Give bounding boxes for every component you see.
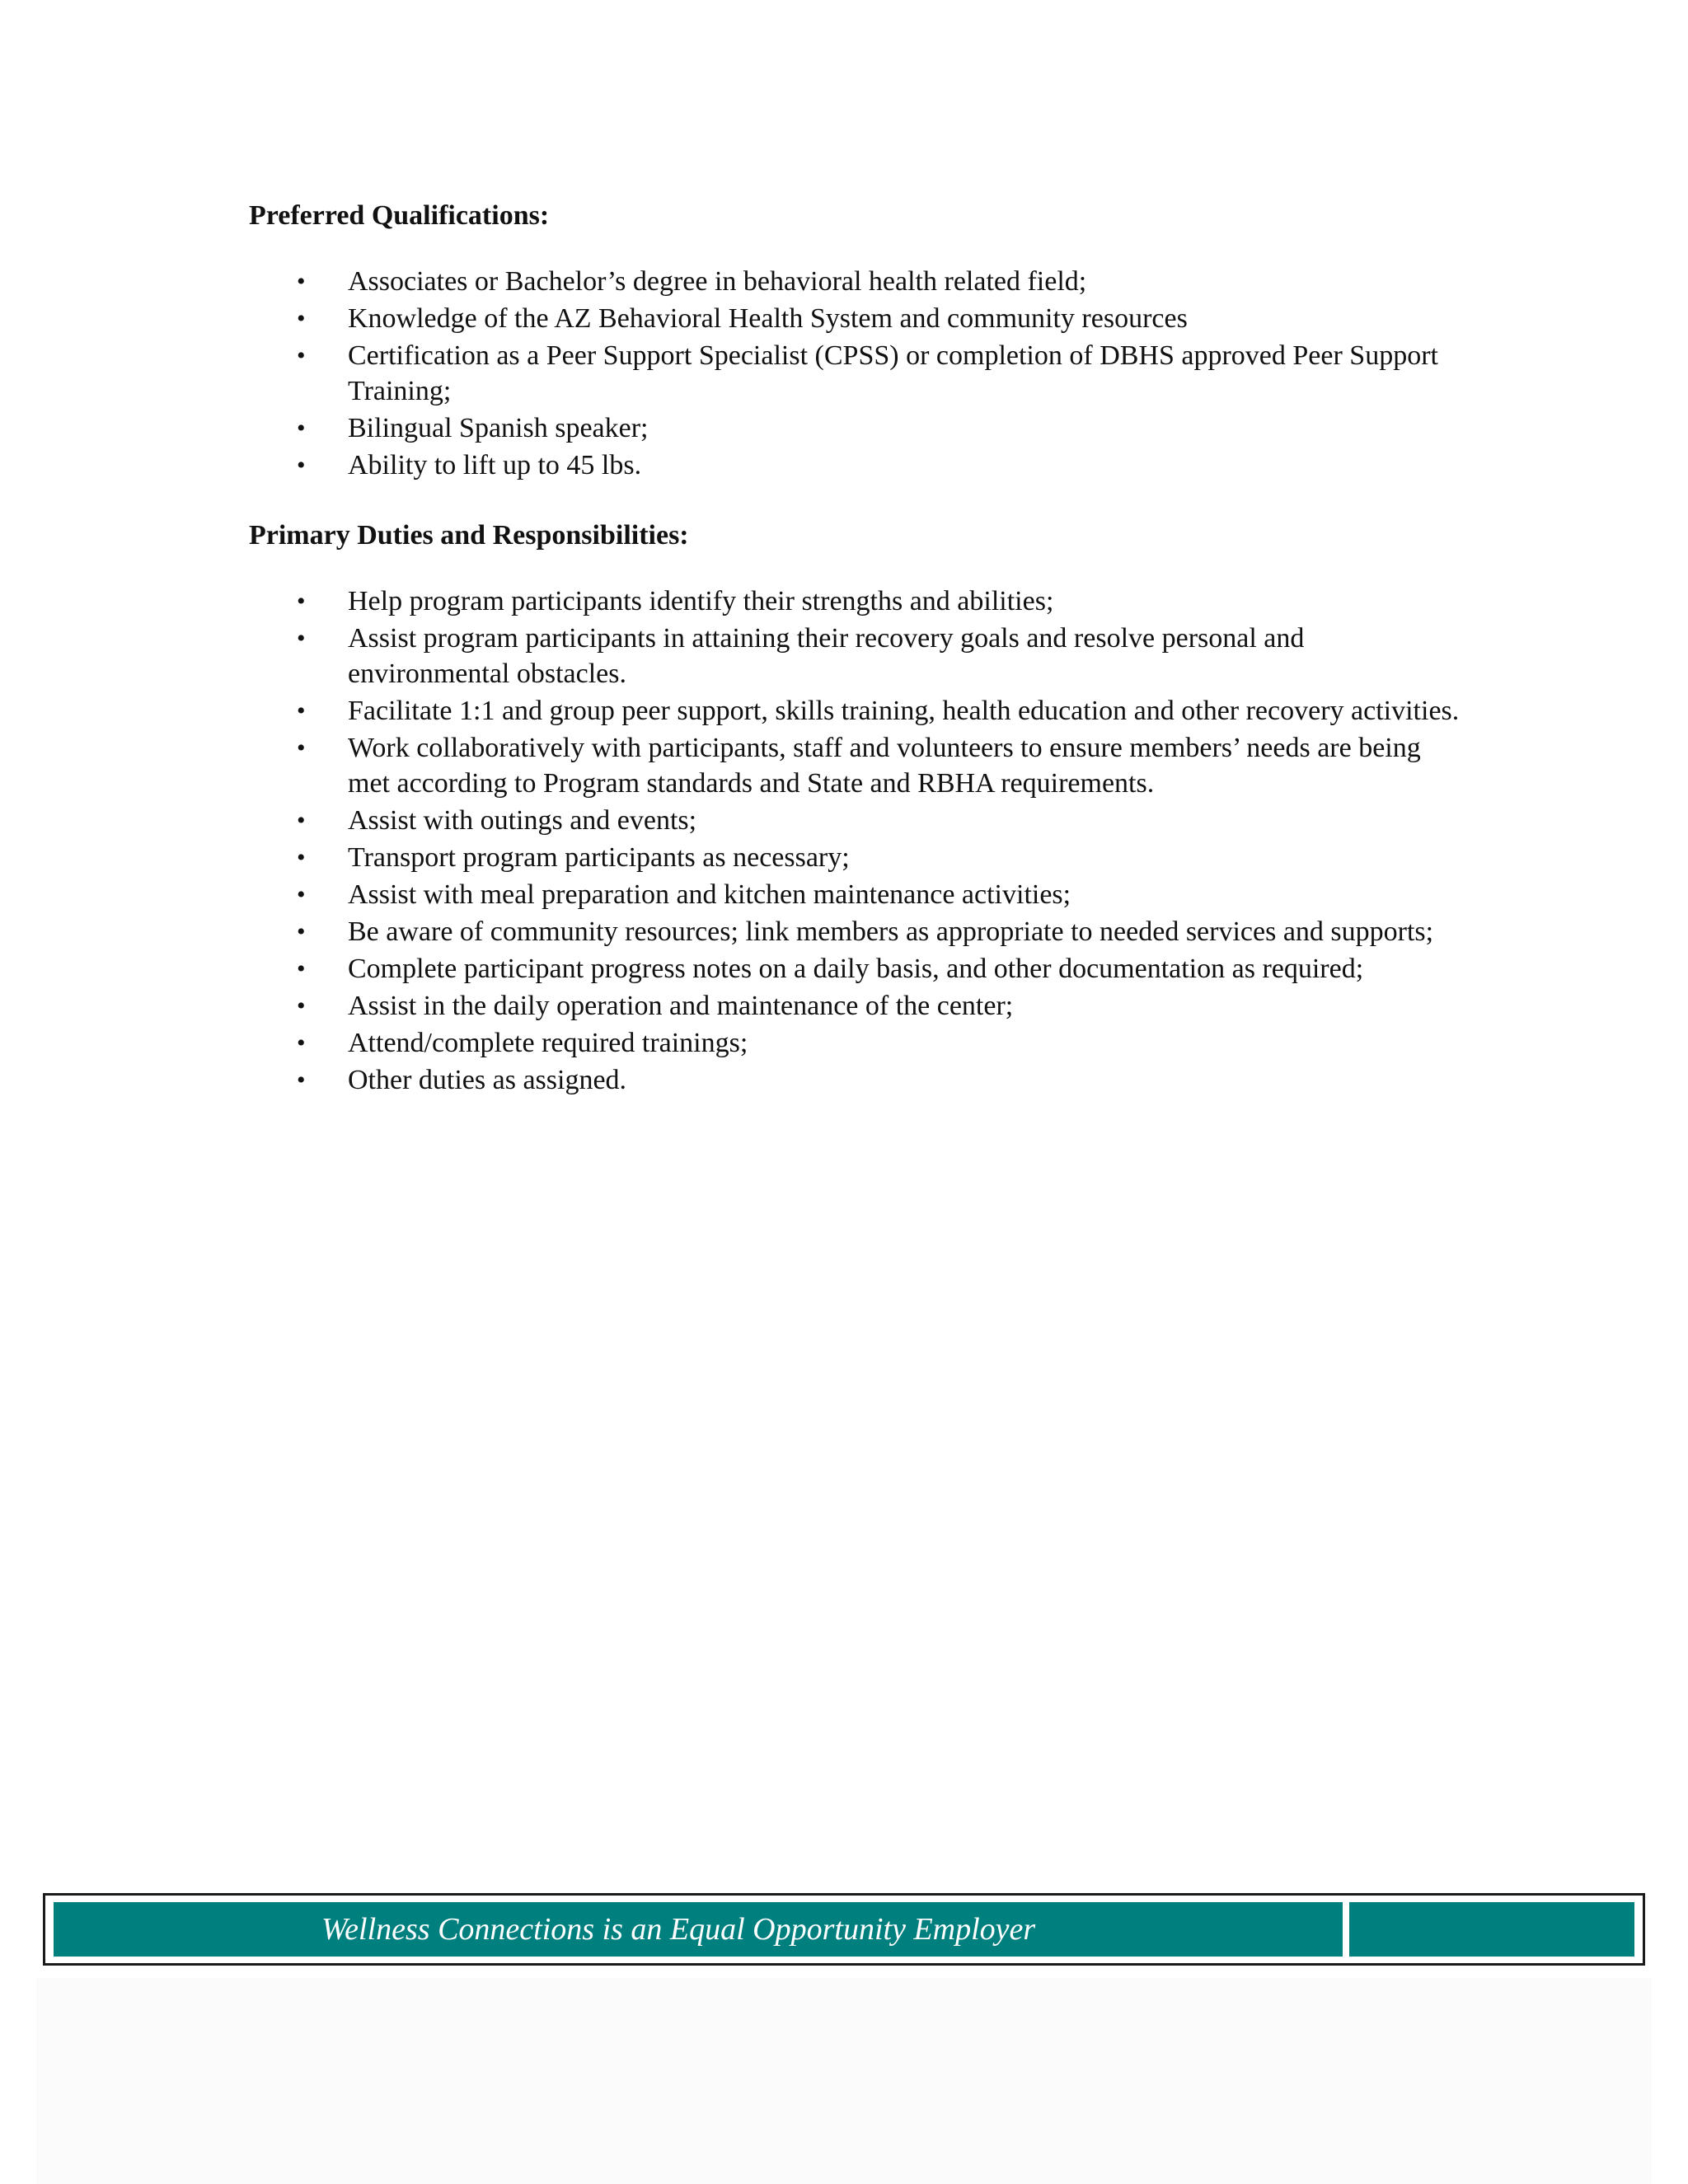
list-item bbox=[249, 301, 1469, 336]
primary-duties-list bbox=[249, 583, 1469, 1098]
list-item-text: Work collaboratively with participants, staff and volunteers to ensure members’ needs are being met according to Program standards and State and RBHA requirements. bbox=[348, 733, 1421, 799]
list-item-text: Assist with meal preparation and kitchen maintenance activities; bbox=[348, 879, 1071, 910]
bullet-icon: • bbox=[297, 807, 306, 834]
bullet-icon: • bbox=[297, 1029, 306, 1057]
bullet-icon: • bbox=[297, 918, 306, 945]
list-item bbox=[249, 410, 1469, 446]
bullet-icon: • bbox=[297, 342, 306, 369]
list-item bbox=[249, 264, 1469, 299]
list-item bbox=[249, 1025, 1469, 1061]
page-bottom-shade bbox=[36, 1978, 1652, 2184]
primary-duties-heading: Primary Duties and Responsibilities: bbox=[249, 520, 689, 551]
footer-banner-side bbox=[1349, 1902, 1634, 1957]
list-item-text: Assist in the daily operation and maintenance of the center; bbox=[348, 991, 1014, 1021]
bullet-icon: • bbox=[297, 452, 306, 479]
preferred-qualifications-list bbox=[249, 264, 1469, 483]
list-item bbox=[249, 951, 1469, 987]
list-item-text: Knowledge of the AZ Behavioral Health System and community resources bbox=[348, 303, 1188, 334]
list-item bbox=[249, 840, 1469, 875]
footer-banner bbox=[43, 1893, 1645, 1966]
bullet-icon: • bbox=[297, 305, 306, 332]
preferred-qualifications-heading: Preferred Qualifications: bbox=[249, 200, 550, 231]
list-item-text: Certification as a Peer Support Specialist (CPSS) or completion of DBHS approved Peer Support Training; bbox=[348, 340, 1438, 406]
footer-banner-main bbox=[54, 1902, 1343, 1957]
list-item bbox=[249, 448, 1469, 483]
list-item-text: Facilitate 1:1 and group peer support, skills training, health education and other recovery activities. bbox=[348, 696, 1460, 726]
list-item-text: Complete participant progress notes on a daily basis, and other documentation as required; bbox=[348, 954, 1364, 984]
list-item bbox=[249, 583, 1469, 619]
bullet-icon: • bbox=[297, 588, 306, 615]
bullet-icon: • bbox=[297, 881, 306, 908]
list-item bbox=[249, 621, 1469, 691]
list-item-text: Attend/complete required trainings; bbox=[348, 1028, 748, 1058]
list-item-text: Ability to lift up to 45 lbs. bbox=[348, 450, 642, 480]
bullet-icon: • bbox=[297, 992, 306, 1019]
bullet-icon: • bbox=[297, 1066, 306, 1094]
list-item bbox=[249, 914, 1469, 949]
bullet-icon: • bbox=[297, 844, 306, 871]
list-item bbox=[249, 693, 1469, 729]
bullet-icon: • bbox=[297, 625, 306, 652]
list-item-text: Other duties as assigned. bbox=[348, 1065, 627, 1095]
list-item-text: Assist with outings and events; bbox=[348, 805, 697, 836]
list-item bbox=[249, 338, 1469, 409]
list-item bbox=[249, 988, 1469, 1024]
list-item bbox=[249, 803, 1469, 838]
list-item-text: Transport program participants as necessary; bbox=[348, 842, 850, 873]
list-item bbox=[249, 877, 1469, 912]
list-item-text: Help program participants identify their strengths and abilities; bbox=[348, 586, 1054, 616]
bullet-icon: • bbox=[297, 268, 306, 295]
bullet-icon: • bbox=[297, 697, 306, 724]
list-item bbox=[249, 1062, 1469, 1098]
bullet-icon: • bbox=[297, 955, 306, 982]
list-item-text: Associates or Bachelor’s degree in behavioral health related field; bbox=[348, 266, 1087, 297]
list-item bbox=[249, 730, 1469, 801]
bullet-icon: • bbox=[297, 415, 306, 442]
document-body bbox=[249, 198, 1469, 1099]
list-item-text: Be aware of community resources; link members as appropriate to needed services and supports; bbox=[348, 916, 1434, 947]
bullet-icon: • bbox=[297, 734, 306, 762]
equal-opportunity-statement: Wellness Connections is an Equal Opportunity Employer bbox=[321, 1912, 1036, 1947]
list-item-text: Assist program participants in attaining their recovery goals and resolve personal and environmental obstacles. bbox=[348, 623, 1305, 689]
list-item-text: Bilingual Spanish speaker; bbox=[348, 413, 649, 443]
